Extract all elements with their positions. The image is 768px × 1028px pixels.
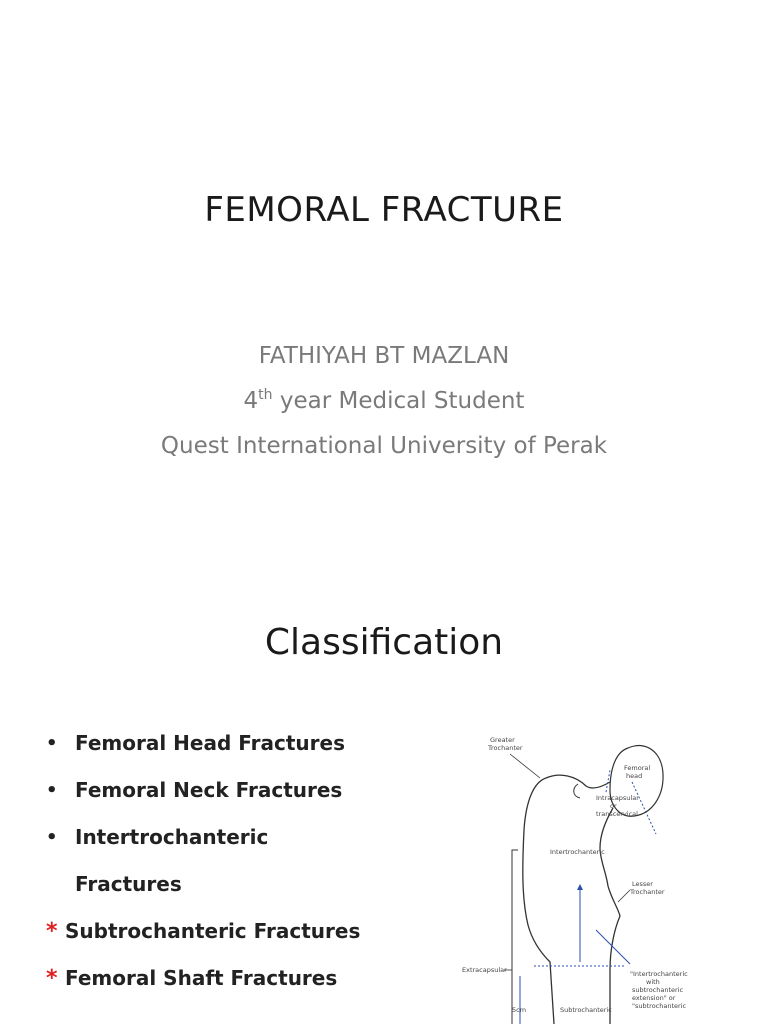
year-number: 4 — [243, 388, 259, 414]
author-name: FATHIYAH BT MAZLAN — [258, 343, 510, 369]
label-lesser-trochanter-2: Trochanter — [630, 888, 665, 896]
bullet-icon: • — [46, 733, 58, 754]
year-text: year Medical Student — [272, 388, 525, 414]
label-lesser-trochanter-1: Lesser — [632, 880, 653, 888]
leader-lesser-trochanter — [618, 890, 630, 902]
list-item-continuation: Fractures — [75, 872, 182, 896]
femur-outline — [523, 778, 554, 1024]
classification-list — [46, 720, 386, 1002]
classification-slide — [0, 560, 768, 1024]
femoral-head-outline — [610, 746, 663, 817]
list-item — [46, 767, 386, 814]
list-item — [46, 908, 386, 955]
label-ext-note-5: "subtrochanteric — [632, 1002, 687, 1010]
author-year — [0, 379, 768, 424]
arrow-head-icon — [577, 884, 583, 890]
label-intracapsular-1: Intracapsular — [596, 794, 639, 802]
label-extracapsular: Extracapsular — [462, 966, 507, 974]
list-item-text: Femoral Head Fractures — [75, 731, 345, 755]
bullet-icon: • — [46, 827, 58, 848]
label-ext-note-1: "Intertrochanteric — [630, 970, 688, 978]
slide-title: Classification — [264, 622, 504, 663]
list-item — [46, 814, 386, 908]
extension-line — [596, 930, 630, 964]
trochanter-notch — [574, 784, 580, 798]
label-subtrochanteric: Subtrochanteric — [560, 1006, 612, 1014]
list-item — [46, 720, 386, 767]
label-ext-note-2: with — [646, 978, 660, 986]
label-intracapsular-3: transcervical — [596, 810, 638, 818]
label-ext-note-3: subtrochanteric — [632, 986, 684, 994]
list-item-text: Intertrochanteric — [75, 825, 269, 849]
list-item — [46, 955, 386, 1002]
list-item-text: Femoral Neck Fractures — [75, 778, 343, 802]
label-intracapsular-2: or — [610, 802, 617, 810]
label-five-cm: 5cm — [512, 1006, 527, 1014]
asterisk-icon: * — [46, 919, 58, 944]
leader-greater-trochanter — [510, 754, 540, 778]
bullet-icon: • — [46, 780, 58, 801]
femur-diagram-svg — [450, 730, 700, 1024]
asterisk-icon: * — [46, 966, 58, 991]
institution-name: Quest International University of Perak — [160, 433, 608, 459]
label-femoral-head-2: head — [626, 772, 643, 780]
presenter-info — [0, 334, 768, 469]
list-item-text: Subtrochanteric Fractures — [65, 919, 361, 943]
label-greater-trochanter-1: Greater — [490, 736, 515, 744]
label-greater-trochanter-2: Trochanter — [488, 744, 523, 752]
list-item-text: Femoral Shaft Fractures — [65, 966, 338, 990]
label-ext-note-4: extension" or — [632, 994, 676, 1002]
femur-diagram — [450, 730, 700, 1024]
presentation-title: FEMORAL FRACTURE — [204, 190, 564, 230]
label-femoral-head-1: Femoral — [624, 764, 651, 772]
extracapsular-bracket — [512, 850, 518, 1024]
head-neck-line — [632, 782, 656, 834]
intracapsular-line — [606, 770, 610, 792]
label-intertrochanteric: Intertrochanteric — [550, 848, 605, 856]
year-suffix: th — [258, 387, 273, 403]
